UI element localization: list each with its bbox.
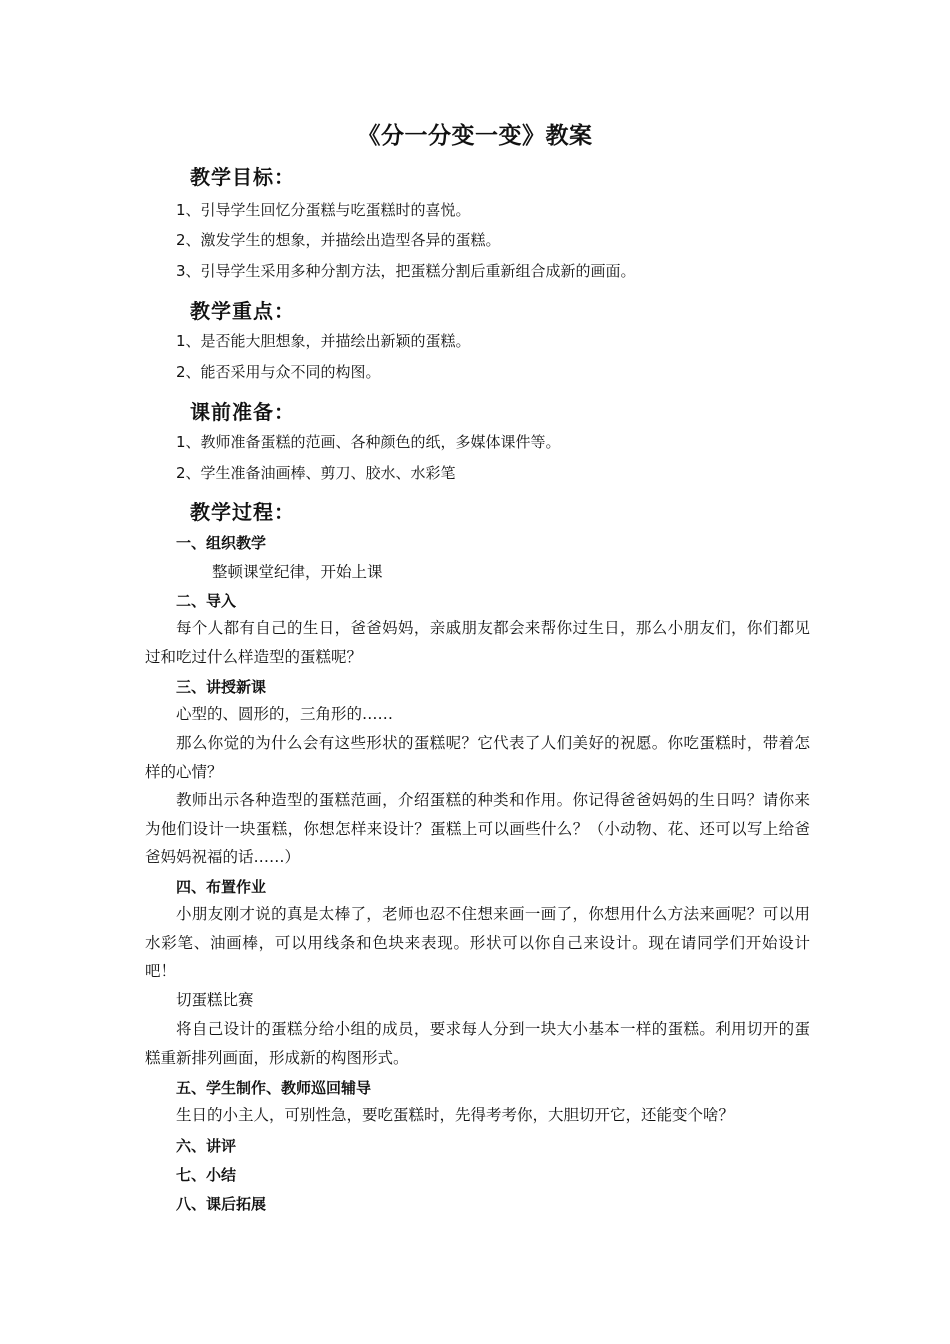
prep-item: 2、学生准备油画棒、剪刀、胶水、水彩笔 — [176, 464, 456, 482]
focus-item: 1、是否能大胆想象，并描绘出新颖的蛋糕。 — [176, 332, 471, 350]
goal-item: 3、引导学生采用多种分割方法，把蛋糕分割后重新组合成新的画面。 — [176, 262, 636, 280]
heading-goals: 教学目标： — [190, 165, 295, 189]
section-title: 五、学生制作、教师巡回辅导 — [176, 1079, 372, 1097]
focus-item: 2、能否采用与众不同的构图。 — [176, 363, 381, 381]
heading-focus: 教学重点： — [190, 299, 295, 323]
section-title: 二、导入 — [176, 592, 237, 610]
paragraph: 那么你觉的为什么会有这些形状的蛋糕呢？它代表了人们美好的祝愿。你吃蛋糕时，带着怎样的心情？ — [145, 734, 810, 781]
paragraph: 切蛋糕比赛 — [176, 991, 254, 1009]
section-title: 一、组织教学 — [176, 534, 267, 552]
section-title: 八、课后拓展 — [176, 1195, 267, 1213]
paragraph: 每个人都有自己的生日，爸爸妈妈，亲戚朋友都会来帮你过生日，那么小朋友们，你们都见过和吃过什么样造型的蛋糕呢？ — [145, 619, 810, 666]
section-title: 六、讲评 — [176, 1137, 237, 1155]
document-title: 《分一分变一变》教案 — [357, 123, 593, 149]
prep-item: 1、教师准备蛋糕的范画、各种颜色的纸，多媒体课件等。 — [176, 433, 561, 451]
section-title: 三、讲授新课 — [176, 678, 267, 696]
goal-item: 2、激发学生的想象，并描绘出造型各异的蛋糕。 — [176, 231, 501, 249]
paragraph: 小朋友刚才说的真是太棒了，老师也忍不住想来画一画了，你想用什么方法来画呢？可以用水彩笔、油画棒，可以用线条和色块来表现。形状可以你自己来设计。现在请同学们开始设计吧！ — [145, 905, 810, 980]
paragraph: 教师出示各种造型的蛋糕范画，介绍蛋糕的种类和作用。你记得爸爸妈妈的生日吗？请你来为他们设计一块蛋糕，你想怎样来设计？蛋糕上可以画些什么？（小动物、花、还可以写上给爸爸妈妈祝福的话……） — [145, 791, 810, 866]
paragraph: 将自己设计的蛋糕分给小组的成员，要求每人分到一块大小基本一样的蛋糕。利用切开的蛋糕重新排列画面，形成新的构图形式。 — [145, 1020, 810, 1067]
heading-prep: 课前准备： — [190, 400, 295, 424]
section-text: 整顿课堂纪律，开始上课 — [212, 563, 383, 581]
heading-process: 教学过程： — [190, 500, 295, 524]
paragraph: 生日的小主人，可别性急，要吃蛋糕时，先得考考你，大胆切开它，还能变个啥？ — [176, 1106, 735, 1124]
goal-item: 1、引导学生回忆分蛋糕与吃蛋糕时的喜悦。 — [176, 201, 471, 219]
paragraph: 心型的、圆形的，三角形的…… — [176, 705, 394, 723]
section-title: 四、布置作业 — [176, 878, 267, 896]
section-title: 七、小结 — [176, 1166, 237, 1184]
